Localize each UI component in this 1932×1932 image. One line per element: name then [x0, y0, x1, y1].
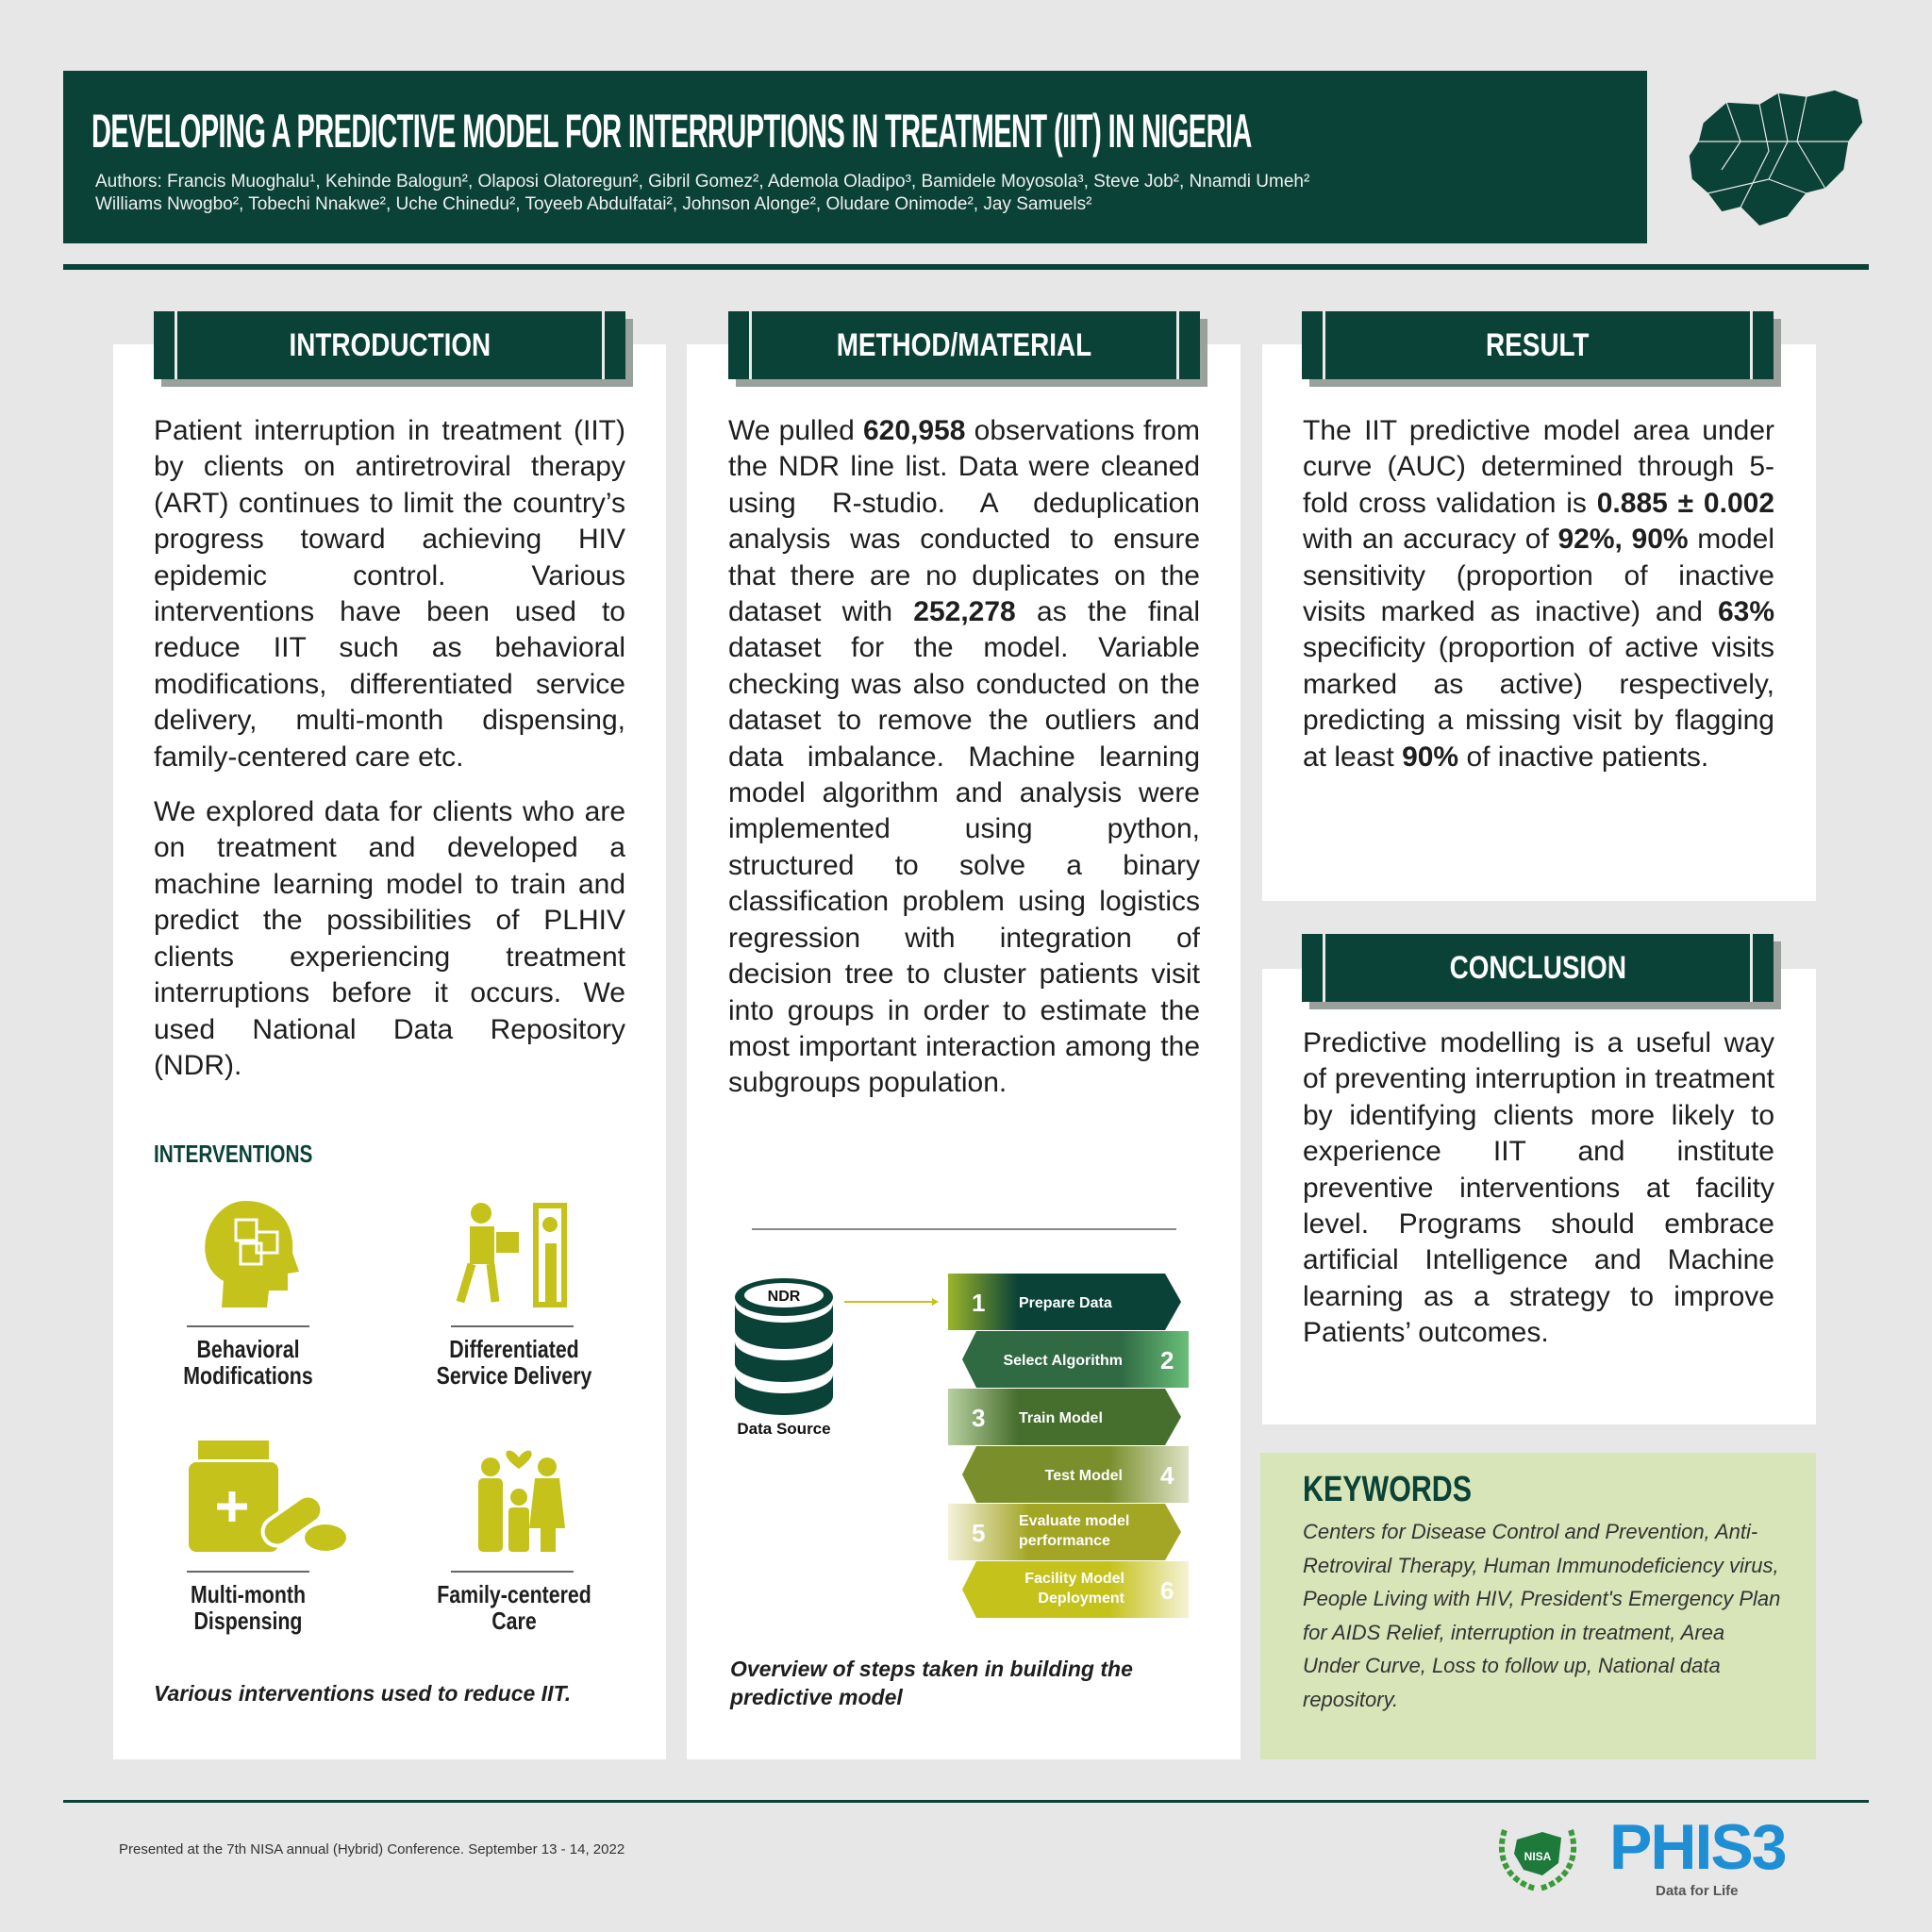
step-number: 6	[1160, 1576, 1174, 1605]
method-body	[728, 413, 1200, 1121]
accuracy-sensitivity-values: 92%, 90%	[1557, 524, 1689, 556]
family-icon	[467, 1439, 571, 1557]
introduction-heading	[154, 311, 625, 379]
step-number: 5	[972, 1519, 986, 1547]
head-puzzle-icon	[193, 1196, 307, 1309]
medicine-icon	[179, 1439, 349, 1557]
step-label: Test Model	[1044, 1468, 1123, 1484]
conclusion-text: Predictive modelling is a useful way of preventing interruption in treatment by identifying clients more likely to experience IIT and institute preventive interventions at facility level. Programs should embrace artificial Intelligence and Machine learning as a strategy to improve Patients’ outcomes.	[1303, 1027, 1774, 1349]
flagging-value: 90%	[1402, 741, 1459, 773]
final-dataset-count: 252,278	[913, 596, 1016, 628]
footer-divider	[63, 1800, 1869, 1803]
conference-note: Presented at the 7th NISA annual (Hybrid) Conference. September 13 - 14, 2022	[119, 1841, 625, 1857]
database-caption: Data Source	[737, 1420, 831, 1438]
divider	[187, 1325, 309, 1327]
divider	[451, 1571, 574, 1573]
conclusion-heading	[1302, 934, 1774, 1002]
poster-title: DEVELOPING A PREDICTIVE MODEL FOR INTERRUPTIONS IN TREATMENT (IIT) IN NIGERIA	[92, 105, 1252, 158]
authors-line-2: Williams Nwogbo², Tobechi Nnakwe², Uche Chinedu², Toyeeb Abdulfatai², Johnson Alonge², Oludare Onimode², Jay Samuels²	[95, 194, 1092, 214]
poster-header	[63, 71, 1647, 243]
text: observations from the NDR line list. Data were cleaned using R-studio. A deduplication analysis was conducted to ensure that there are no duplicates on the dataset with	[728, 415, 1200, 628]
divider	[187, 1571, 309, 1573]
phis3-logo: PHIS3	[1609, 1811, 1786, 1883]
intervention-label-behavioral: Behavioral Modifications	[183, 1335, 313, 1390]
text: We pulled	[728, 415, 863, 446]
step-label: performance	[1019, 1533, 1110, 1549]
step-label: Select Algorithm	[1003, 1353, 1123, 1369]
intervention-label-differentiated: Differentiated Service Delivery	[436, 1335, 592, 1390]
step-6	[962, 1561, 1189, 1618]
delivery-icon	[453, 1196, 575, 1309]
method-heading	[728, 311, 1200, 379]
divider	[752, 1228, 1176, 1230]
step-number: 4	[1160, 1461, 1174, 1490]
text: as the final dataset for the model. Variable checking was also conducted on the dataset to remove the outliers and data imbalance. Machine learning model algorithm and analysis were implemented using python, structured to solve a binary classification problem using logistics regression with integration of decision tree to cluster patients visit into groups in order to estimate the most important interaction among the subgroups population.	[728, 596, 1200, 1099]
step-label: Deployment	[1038, 1591, 1124, 1607]
interventions-caption: Various interventions used to reduce IIT.	[154, 1681, 572, 1706]
authors-line-1: Authors: Francis Muoghalu¹, Kehinde Balogun², Olaposi Olatoregun², Gibril Gomez², Ademola Oladipo³, Bamidele Moyosola³, Steve Job², Nnamdi Umeh²	[95, 172, 1310, 192]
nisa-logo	[1491, 1811, 1585, 1896]
specificity-value: 63%	[1717, 596, 1774, 628]
header-divider	[63, 264, 1869, 270]
step-number: 1	[972, 1289, 986, 1317]
step-label: Train Model	[1019, 1410, 1103, 1426]
conclusion-body	[1303, 1025, 1774, 1371]
auc-value: 0.885 ± 0.002	[1596, 487, 1774, 519]
intervention-label-family: Family-centered Care	[437, 1580, 591, 1635]
introduction-paragraph-2: We explored data for clients who are on treatment and developed a machine learning model to train and predict the possibilities of PLHIV clients experiencing treatment interruptions before it occurs. We used National Data Repository (NDR).	[154, 796, 625, 1081]
step-label: Evaluate model	[1019, 1513, 1130, 1529]
arrow-icon	[932, 1298, 939, 1306]
database-label: NDR	[767, 1289, 801, 1305]
result-body: The IIT predictive model area under curve (AUC) determined through 5-fold cross validation is 0.885 ± 0.002 with an accuracy of 92%, 90% model sensitivity (proportion of inactive visits marked as inactive) and 63% specificity (proportion of active visits marked as active) respectively, predicting a missing visit by flagging at least 90% of inactive patients.	[1303, 415, 1774, 773]
conclusion-heading-text: CONCLUSION	[1449, 949, 1626, 986]
step-label: Prepare Data	[1019, 1295, 1112, 1311]
svg-text:NISA: NISA	[1524, 1850, 1552, 1863]
result-heading-text: RESULT	[1486, 326, 1590, 363]
intervention-label-multimonth: Multi-month Dispensing	[191, 1580, 306, 1635]
step-number: 3	[972, 1404, 986, 1432]
phis3-tagline: Data for Life	[1656, 1883, 1739, 1899]
result-heading	[1302, 311, 1774, 379]
introduction-heading-text: INTRODUCTION	[289, 326, 491, 363]
step-number: 2	[1160, 1346, 1174, 1374]
interventions-heading: INTERVENTIONS	[154, 1140, 313, 1168]
observations-count: 620,958	[862, 415, 966, 446]
nigeria-map-icon	[1684, 85, 1868, 231]
model-steps-diagram	[717, 1255, 1208, 1632]
step-label: Facility Model	[1024, 1571, 1124, 1587]
introduction-paragraph-1: Patient interruption in treatment (IIT) by clients on antiretroviral therapy (ART) continues to limit the country’s progress toward achieving HIV epidemic control. Various interventions have been used to reduce IIT such as behavioral modifications, differentiated service delivery, multi-month dispensing, family-centered care etc.	[154, 415, 625, 773]
introduction-body	[154, 413, 625, 1103]
keywords-heading: KEYWORDS	[1303, 1470, 1473, 1509]
divider	[451, 1325, 574, 1327]
keywords-text: Centers for Disease Control and Prevention, Anti-Retroviral Therapy, Human Immunodeficiency virus, People Living with HIV, President's Emergency Plan for AIDS Relief, interruption in treatment, Area Under Curve, Loss to follow up, National data repository.	[1303, 1520, 1781, 1711]
method-caption: Overview of steps taken in building the predictive model	[730, 1657, 1133, 1709]
method-heading-text: METHOD/MATERIAL	[836, 326, 1092, 363]
